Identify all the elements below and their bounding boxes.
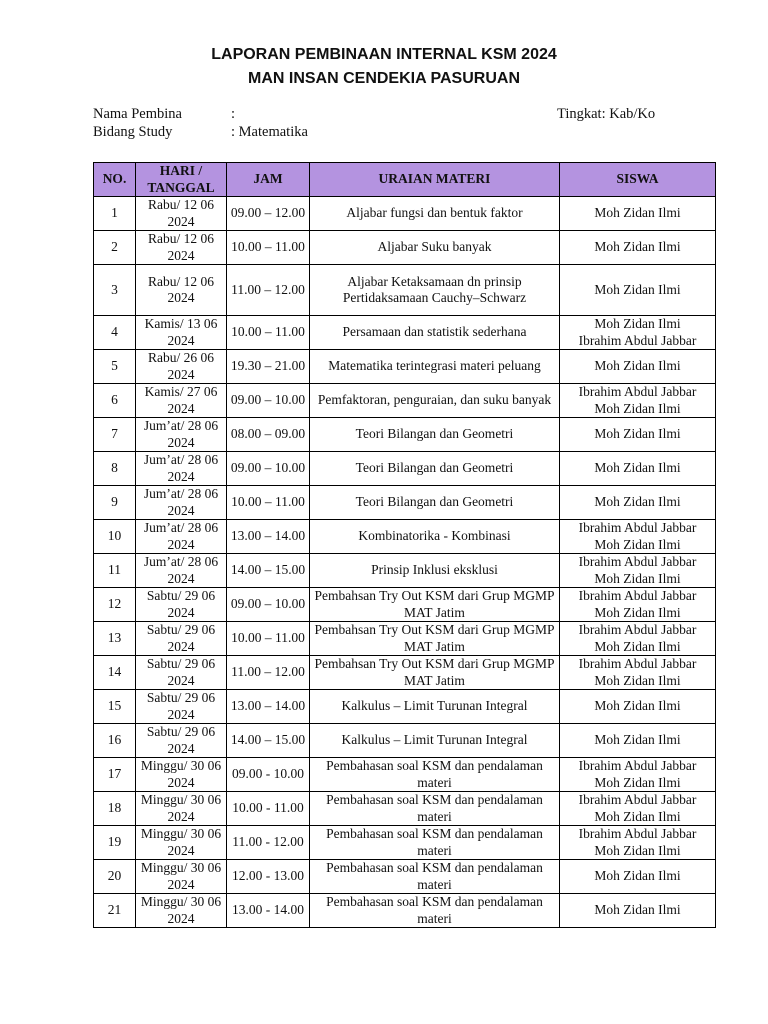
row-jam: 09.00 – 12.00 [227, 197, 310, 231]
row-hari-tanggal: Minggu/ 30 06 2024 [136, 860, 227, 894]
table-row [94, 860, 716, 894]
pembina-label: Nama Pembina [93, 106, 182, 122]
row-siswa [560, 826, 716, 860]
row-jam: 13.00 - 14.00 [227, 894, 310, 928]
row-uraian-materi [310, 231, 560, 265]
row-uraian-materi [310, 860, 560, 894]
row-siswa [560, 860, 716, 894]
row-uraian-materi [310, 554, 560, 588]
uraian-line: Pembahasan soal KSM dan pendalaman materi [326, 758, 543, 790]
row-siswa [560, 792, 716, 826]
row-jam: 11.00 – 12.00 [227, 656, 310, 690]
table-body [94, 197, 716, 928]
row-jam: 09.00 – 10.00 [227, 588, 310, 622]
row-hari-tanggal: Rabu/ 12 06 2024 [136, 197, 227, 231]
row-uraian-materi [310, 452, 560, 486]
row-number: 8 [94, 452, 136, 486]
row-number: 18 [94, 792, 136, 826]
row-number: 17 [94, 758, 136, 792]
row-uraian-materi [310, 894, 560, 928]
row-jam: 09.00 – 10.00 [227, 384, 310, 418]
student-name: Moh Zidan Ilmi [594, 205, 681, 221]
row-number: 11 [94, 554, 136, 588]
row-siswa [560, 758, 716, 792]
student-name: Moh Zidan Ilmi [594, 426, 681, 442]
uraian-line: Kalkulus – Limit Turunan Integral [341, 732, 528, 748]
row-jam: 11.00 - 12.00 [227, 826, 310, 860]
row-hari-tanggal: Minggu/ 30 06 2024 [136, 758, 227, 792]
uraian-line: Pemfaktoran, penguraian, dan suku banyak [317, 392, 552, 408]
table-row [94, 520, 716, 554]
uraian-line: Prinsip Inklusi eksklusi [371, 562, 498, 578]
uraian-line: Pertidaksamaan Cauchy–Schwarz [342, 290, 527, 305]
row-jam: 10.00 - 11.00 [227, 792, 310, 826]
student-name: Moh Zidan Ilmi [594, 494, 681, 510]
row-number: 5 [94, 350, 136, 384]
row-number: 13 [94, 622, 136, 656]
row-siswa [560, 656, 716, 690]
student-name: Moh Zidan Ilmi [594, 672, 681, 688]
row-hari-tanggal: Sabtu/ 29 06 2024 [136, 656, 227, 690]
row-jam: 10.00 – 11.00 [227, 231, 310, 265]
report-title-line-2: MAN INSAN CENDEKIA PASURUAN [247, 70, 520, 87]
uraian-line: Kalkulus – Limit Turunan Integral [341, 698, 528, 714]
row-jam: 10.00 – 11.00 [227, 316, 310, 350]
row-uraian-materi [310, 520, 560, 554]
row-siswa [560, 452, 716, 486]
table-row [94, 265, 716, 316]
row-siswa [560, 622, 716, 656]
row-number: 6 [94, 384, 136, 418]
student-name: Moh Zidan Ilmi [594, 774, 681, 790]
row-uraian-materi [310, 656, 560, 690]
row-jam: 11.00 – 12.00 [227, 265, 310, 316]
row-hari-tanggal: Minggu/ 30 06 2024 [136, 792, 227, 826]
student-name: Moh Zidan Ilmi [594, 732, 681, 748]
row-hari-tanggal: Jum’at/ 28 06 2024 [136, 418, 227, 452]
row-number: 7 [94, 418, 136, 452]
row-number: 3 [94, 265, 136, 316]
student-name: Moh Zidan Ilmi [594, 460, 681, 476]
row-uraian-materi [310, 384, 560, 418]
row-siswa [560, 588, 716, 622]
uraian-line: Pembahsan Try Out KSM dari Grup MGMP MAT Jatim [314, 656, 555, 688]
uraian-line: Pembahasan soal KSM dan pendalaman materi [326, 894, 543, 926]
table-row [94, 231, 716, 265]
table-row [94, 486, 716, 520]
table-row [94, 894, 716, 928]
row-jam: 10.00 – 11.00 [227, 622, 310, 656]
header-jam: JAM [227, 163, 310, 197]
student-name: Moh Zidan Ilmi [594, 281, 681, 297]
row-uraian-materi [310, 690, 560, 724]
table-row [94, 826, 716, 860]
student-name: Ibrahim Abdul Jabbar [578, 384, 697, 399]
table-row [94, 690, 716, 724]
header-uraian-materi: URAIAN MATERI [310, 163, 560, 197]
row-jam: 19.30 – 21.00 [227, 350, 310, 384]
header-hari-tanggal: HARI / TANGGAL [136, 163, 227, 197]
row-hari-tanggal: Sabtu/ 29 06 2024 [136, 588, 227, 622]
row-uraian-materi [310, 724, 560, 758]
row-jam: 13.00 – 14.00 [227, 520, 310, 554]
table-row [94, 452, 716, 486]
tingkat-value: Tingkat: Kab/Ko [557, 106, 656, 122]
row-jam: 09.00 - 10.00 [227, 758, 310, 792]
uraian-line: Pembahasan soal KSM dan pendalaman materi [326, 826, 543, 858]
row-hari-tanggal: Jum’at/ 28 06 2024 [136, 452, 227, 486]
uraian-line: Kombinatorika - Kombinasi [358, 528, 511, 544]
student-name: Moh Zidan Ilmi [594, 808, 681, 824]
row-uraian-materi [310, 316, 560, 350]
uraian-line: Aljabar Suku banyak [377, 239, 492, 255]
row-siswa [560, 690, 716, 724]
uraian-line: Aljabar Ketaksamaan dn prinsip [347, 273, 522, 289]
uraian-line: Matematika terintegrasi materi peluang [328, 358, 541, 374]
row-number: 20 [94, 860, 136, 894]
table-row [94, 418, 716, 452]
student-name: Moh Zidan Ilmi [594, 868, 681, 884]
row-uraian-materi [310, 418, 560, 452]
row-number: 2 [94, 231, 136, 265]
row-hari-tanggal: Rabu/ 26 06 2024 [136, 350, 227, 384]
row-number: 19 [94, 826, 136, 860]
row-hari-tanggal: Jum’at/ 28 06 2024 [136, 486, 227, 520]
student-name: Ibrahim Abdul Jabbar [578, 656, 697, 671]
table-row [94, 656, 716, 690]
table-row [94, 197, 716, 231]
student-name: Ibrahim Abdul Jabbar [578, 332, 697, 348]
uraian-line: Teori Bilangan dan Geometri [355, 426, 514, 442]
bidang-value: : Matematika [231, 124, 308, 140]
row-number: 21 [94, 894, 136, 928]
table-row [94, 792, 716, 826]
row-uraian-materi [310, 826, 560, 860]
row-jam: 14.00 – 15.00 [227, 554, 310, 588]
row-hari-tanggal: Rabu/ 12 06 2024 [136, 231, 227, 265]
table-row [94, 316, 716, 350]
uraian-line: Pembahasan soal KSM dan pendalaman materi [326, 792, 543, 824]
row-siswa [560, 265, 716, 316]
row-siswa [560, 724, 716, 758]
row-uraian-materi [310, 588, 560, 622]
uraian-line: Persamaan dan statistik sederhana [342, 324, 527, 340]
row-siswa [560, 418, 716, 452]
student-name: Moh Zidan Ilmi [594, 536, 681, 552]
student-name: Ibrahim Abdul Jabbar [578, 554, 697, 569]
row-jam: 12.00 - 13.00 [227, 860, 310, 894]
row-hari-tanggal: Jum’at/ 28 06 2024 [136, 520, 227, 554]
row-uraian-materi [310, 622, 560, 656]
row-jam: 09.00 – 10.00 [227, 452, 310, 486]
student-name: Moh Zidan Ilmi [594, 570, 681, 586]
row-uraian-materi [310, 265, 560, 316]
uraian-line: Pembahasan soal KSM dan pendalaman materi [326, 860, 543, 892]
row-hari-tanggal: Sabtu/ 29 06 2024 [136, 690, 227, 724]
student-name: Moh Zidan Ilmi [594, 604, 681, 620]
report-title-line-1: LAPORAN PEMBINAAN INTERNAL KSM 2024 [211, 46, 557, 63]
table-row [94, 384, 716, 418]
table-row [94, 588, 716, 622]
student-name: Moh Zidan Ilmi [594, 902, 681, 918]
row-siswa [560, 316, 716, 350]
row-hari-tanggal: Rabu/ 12 06 2024 [136, 265, 227, 316]
row-jam: 10.00 – 11.00 [227, 486, 310, 520]
bidang-label: Bidang Study [93, 124, 173, 140]
row-jam: 13.00 – 14.00 [227, 690, 310, 724]
row-hari-tanggal: Kamis/ 27 06 2024 [136, 384, 227, 418]
row-siswa [560, 486, 716, 520]
student-name: Moh Zidan Ilmi [594, 842, 681, 858]
row-hari-tanggal: Jum’at/ 28 06 2024 [136, 554, 227, 588]
uraian-line: Teori Bilangan dan Geometri [355, 494, 514, 510]
student-name: Ibrahim Abdul Jabbar [578, 826, 697, 841]
row-uraian-materi [310, 197, 560, 231]
student-name: Ibrahim Abdul Jabbar [578, 520, 697, 535]
row-uraian-materi [310, 792, 560, 826]
row-uraian-materi [310, 350, 560, 384]
student-name: Ibrahim Abdul Jabbar [578, 622, 697, 637]
row-number: 10 [94, 520, 136, 554]
row-siswa [560, 520, 716, 554]
student-name: Moh Zidan Ilmi [594, 698, 681, 714]
uraian-line: Teori Bilangan dan Geometri [355, 460, 514, 476]
student-name: Moh Zidan Ilmi [594, 316, 681, 331]
row-number: 9 [94, 486, 136, 520]
report-table [93, 162, 716, 928]
row-uraian-materi [310, 486, 560, 520]
row-siswa [560, 197, 716, 231]
row-jam: 14.00 – 15.00 [227, 724, 310, 758]
table-row [94, 350, 716, 384]
student-name: Moh Zidan Ilmi [594, 638, 681, 654]
table-row [94, 622, 716, 656]
row-jam: 08.00 – 09.00 [227, 418, 310, 452]
row-hari-tanggal: Sabtu/ 29 06 2024 [136, 724, 227, 758]
row-number: 4 [94, 316, 136, 350]
row-siswa [560, 231, 716, 265]
uraian-line: Pembahsan Try Out KSM dari Grup MGMP MAT Jatim [314, 588, 555, 620]
table-header-row [94, 163, 716, 197]
row-siswa [560, 554, 716, 588]
table-row [94, 554, 716, 588]
row-hari-tanggal: Minggu/ 30 06 2024 [136, 826, 227, 860]
uraian-line: Aljabar fungsi dan bentuk faktor [346, 205, 523, 221]
student-name: Ibrahim Abdul Jabbar [578, 588, 697, 603]
row-siswa [560, 894, 716, 928]
pembina-value: : [231, 106, 236, 122]
header-siswa: SISWA [560, 163, 716, 197]
student-name: Moh Zidan Ilmi [594, 239, 681, 255]
row-number: 14 [94, 656, 136, 690]
table-row [94, 724, 716, 758]
row-uraian-materi [310, 758, 560, 792]
uraian-line: Pembahsan Try Out KSM dari Grup MGMP MAT Jatim [314, 622, 555, 654]
row-number: 1 [94, 197, 136, 231]
row-hari-tanggal: Minggu/ 30 06 2024 [136, 894, 227, 928]
row-siswa [560, 384, 716, 418]
student-name: Ibrahim Abdul Jabbar [578, 792, 697, 807]
student-name: Moh Zidan Ilmi [594, 400, 681, 416]
row-number: 12 [94, 588, 136, 622]
table-row [94, 758, 716, 792]
student-name: Moh Zidan Ilmi [594, 358, 681, 374]
student-name: Ibrahim Abdul Jabbar [578, 758, 697, 773]
row-siswa [560, 350, 716, 384]
header-no: NO. [94, 163, 136, 197]
row-hari-tanggal: Sabtu/ 29 06 2024 [136, 622, 227, 656]
row-hari-tanggal: Kamis/ 13 06 2024 [136, 316, 227, 350]
row-number: 15 [94, 690, 136, 724]
row-number: 16 [94, 724, 136, 758]
